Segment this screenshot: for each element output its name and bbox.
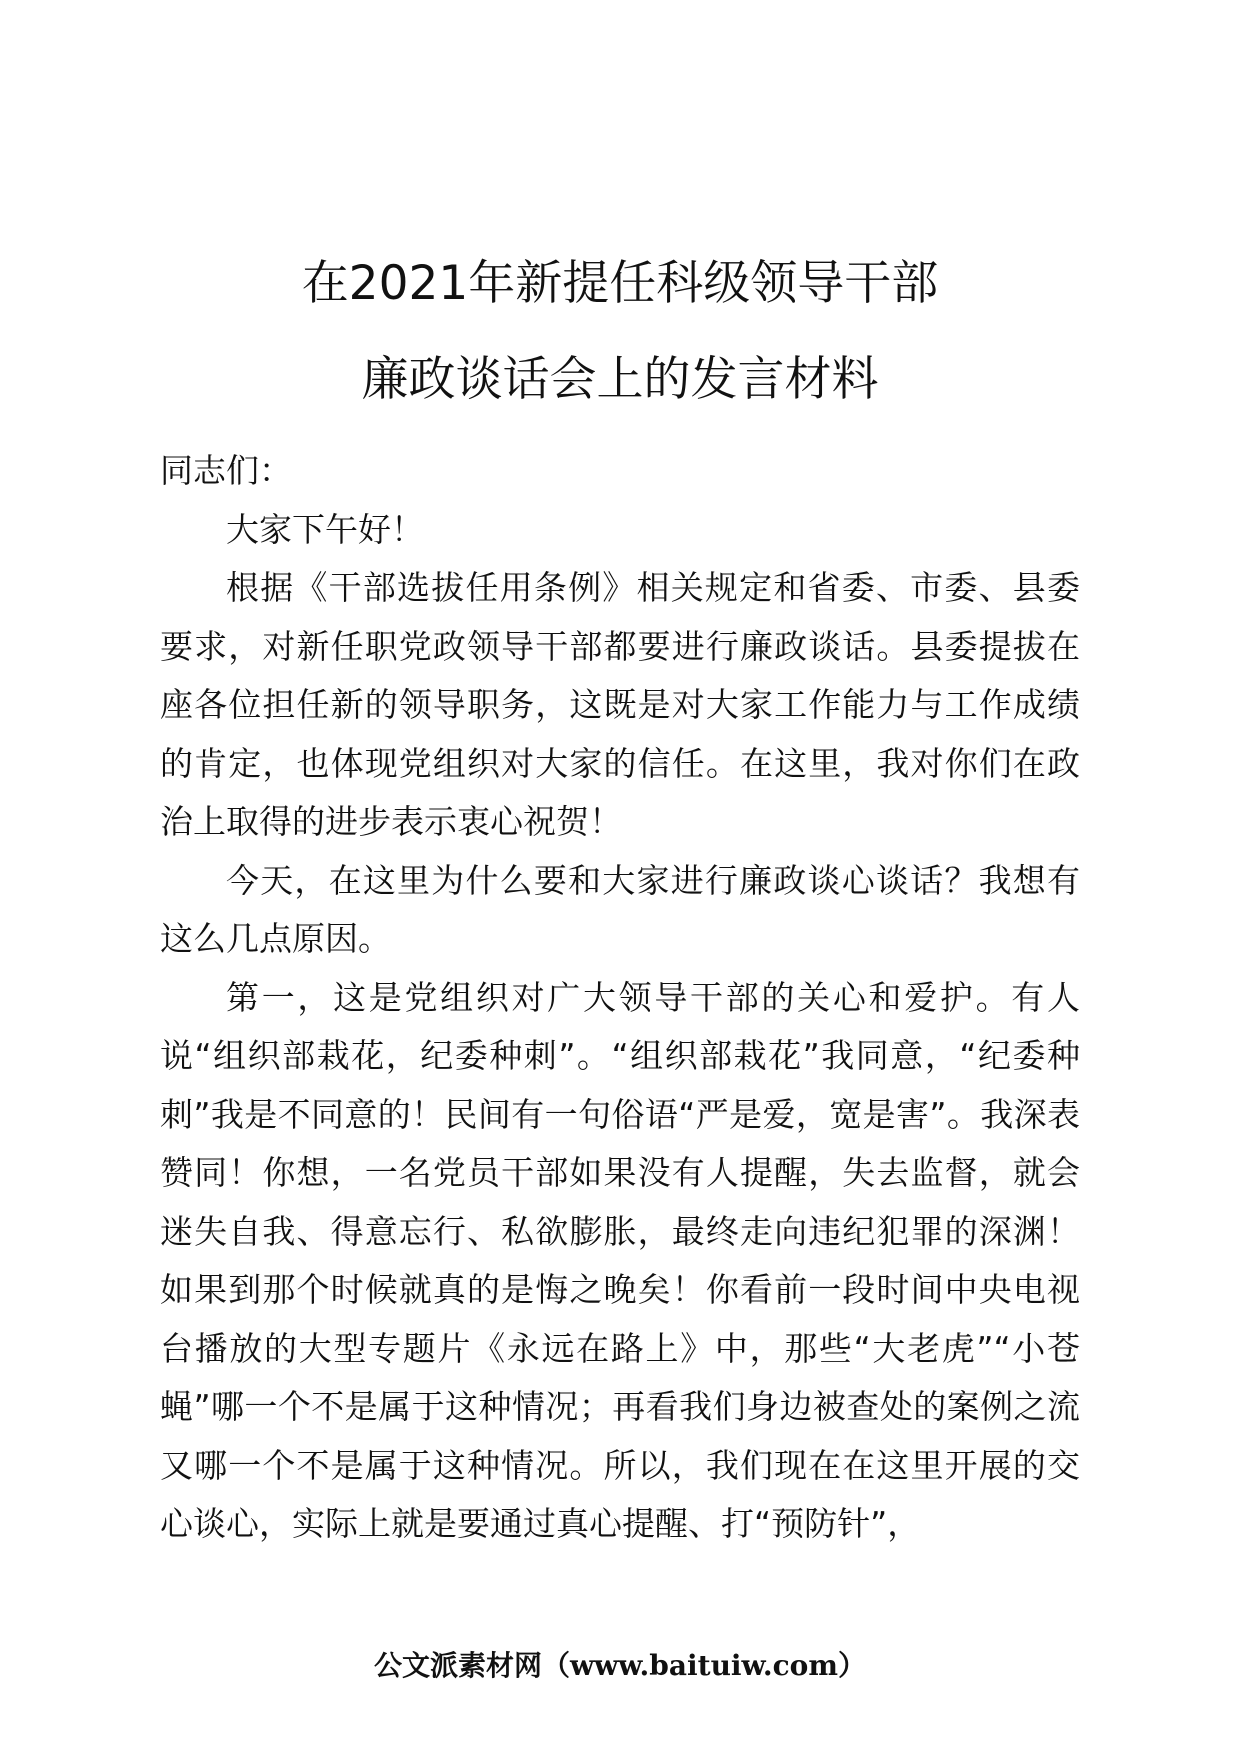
paragraph-greeting: 大家下午好！ [226, 509, 424, 549]
paragraph-reason: 今天，在这里为什么要和大家进行廉政谈心谈话？我想有这么几点原因。 [160, 860, 1080, 958]
document-body [160, 442, 1080, 1554]
salutation: 同志们： [160, 451, 292, 490]
paragraph-intro: 根据《干部选拔任用条例》相关规定和省委、市委、县委要求，对新任职党政领导干部都要进行廉政谈话。县委提拔在座各位担任新的领导职务，这既是对大家工作能力与工作成绩的肯定，也体现党组织对大家的信任。在这里，我对你们在政治上取得的进步表示衷心祝贺！ [160, 568, 1080, 841]
footer-watermark: 公文派素材网（www.baituiw.com） [374, 1649, 866, 1682]
document-title-line-1: 在2021年新提任科级领导干部 [301, 256, 939, 311]
paragraph-first-point: 第一，这是党组织对广大领导干部的关心和爱护。有人说“组织部栽花，纪委种刺”。“组织部栽花”我同意，“纪委种刺”我是不同意的！民间有一句俗语“严是爱，宽是害”。我深表赞同！你想，一名党员干部如果没有人提醒，失去监督，就会迷失自我、得意忘行、私欲膨胀，最终走向违纪犯罪的深渊！如果到那个时候就真的是悔之晚矣！你看前一段时间中央电视台播放的大型专题片《永远在路上》中，那些“大老虎”“小苍蝇”哪一个不是属于这种情况；再看我们身边被查处的案例之流又哪一个不是属于这种情况。所以，我们现在在这里开展的交心谈心，实际上就是要通过真心提醒、打“预防针”， [160, 977, 1080, 1543]
document-title-line-2: 廉政谈话会上的发言材料 [361, 352, 879, 407]
